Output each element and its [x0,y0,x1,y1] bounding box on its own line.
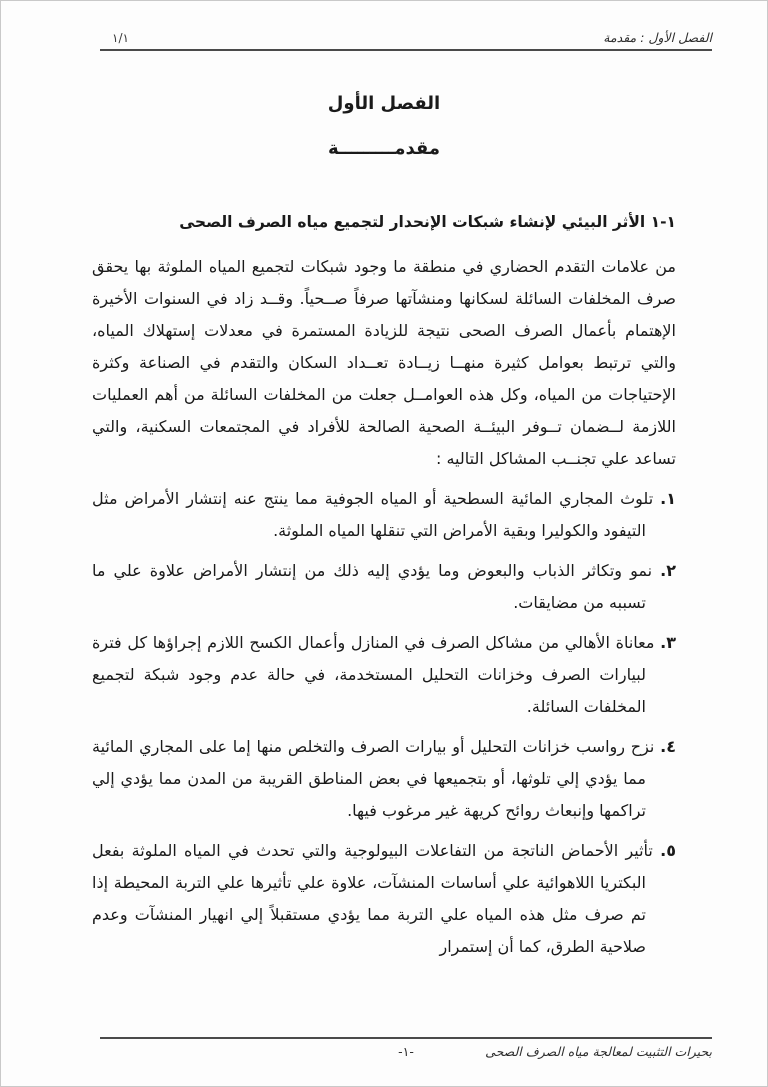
intro-paragraph: من علامات التقدم الحضاري في منطقة ما وجود شبكات لتجميع المياه الملوثة بها يحقق صرف المخلفات السائلة لسكانها ومنشآتها صرفاً صــحياً. وقــد زاد في السنوات الأخيرة الإهتمام بأعمال الصرف الصحى نتيجة للزيادة المستمرة في معدلات إستهلاك المياه، والتي ترتبط بعوامل كثيرة منهــا زيــادة تعــداد السكان والتقدم في الصناعة وكثرة الإحتياجات من المياه، وكل هذه العوامــل جعلت من المخلفات السائلة من أهم العمليات اللازمة لــضمان تــوفر البيئــة الصحية الصالحة للأفراد في المجتمعات السكنية، والتي تساعد علي تجنــب المشاكل التاليه : [92,257,676,468]
list-item-number: ٤. [660,737,676,756]
list-item [92,627,676,723]
header-chapter-ref: الفصل الأول : مقدمة [603,30,712,45]
list-item-number: ٣. [660,633,677,652]
list-item-text: معاناة الأهالي من مشاكل الصرف في المنازل وأعمال الكسح اللازم إجراؤها كل فترة لبيارات الصرف وخزانات التحليل المستخدمة، في حالة عدم وجود شبكة لتجميع المخلفات السائلة. [92,633,655,716]
footer-page-number: -١- [398,1044,414,1059]
body-content [0,209,768,963]
list-item [92,483,676,547]
list-item [92,731,676,827]
list-item-number: ٢. [660,561,676,580]
list-item [92,555,676,619]
header-rule [100,49,712,51]
page-header [100,30,712,45]
footer-row [100,1044,712,1059]
header-page-ref: ١/١ [112,31,129,45]
list-item-number: ١. [660,489,676,508]
list-item-text: تلوث المجاري المائية السطحية أو المياه الجوفية مما ينتج عنه إنتشار الأمراض مثل التيفود والكوليرا وبقية الأمراض التي تنقلها المياه الملوثة. [92,489,654,540]
list-item [92,835,676,963]
title-block [0,93,768,159]
chapter-title: الفصل الأول [327,93,441,114]
list-item-text: نزح رواسب خزانات التحليل أو بيارات الصرف والتخلص منها إما على المجاري المائية مما يؤدي إلي تلوثها، أو بتجميعها في بعض المناطق القريبة من المدن مما يؤدي إلي تراكمها وإنبعاث روائح كريهة غير مرغوب فيها. [92,737,655,820]
list-item-text: نمو وتكاثر الذباب والبعوض وما يؤدي إليه ذلك من إنتشار الأمراض علاوة علي ما تسببه من مضايقات. [92,561,653,612]
page-footer [0,1037,768,1059]
list-item-number: ٥. [660,841,676,860]
footer-rule [100,1037,712,1039]
section-heading: ١-١ الأثر البيئي لإنشاء شبكات الإنحدار لتجميع مياه الصرف الصحى [179,213,676,231]
list-item-text: تأثير الأحماض الناتجة من التفاعلات البيولوجية والتي تحدث في المياه الملوثة بفعل البكتريا اللاهوائية علي أساسات المنشآت، علاوة علي تأثيرها علي التربة المحيطة إذا تم صرف مثل هذه المياه علي التربة مما يؤدي مستقبلاً إلي انهيار المنشآت وعدم صلاحية الطرق، كما أن إستمرار [92,841,653,956]
chapter-subtitle: مقدمـــــــــة [328,138,440,159]
numbered-list [92,483,676,963]
footer-book-title: بحيرات التثبيت لمعالجة مياه الصرف الصحى [485,1044,712,1059]
